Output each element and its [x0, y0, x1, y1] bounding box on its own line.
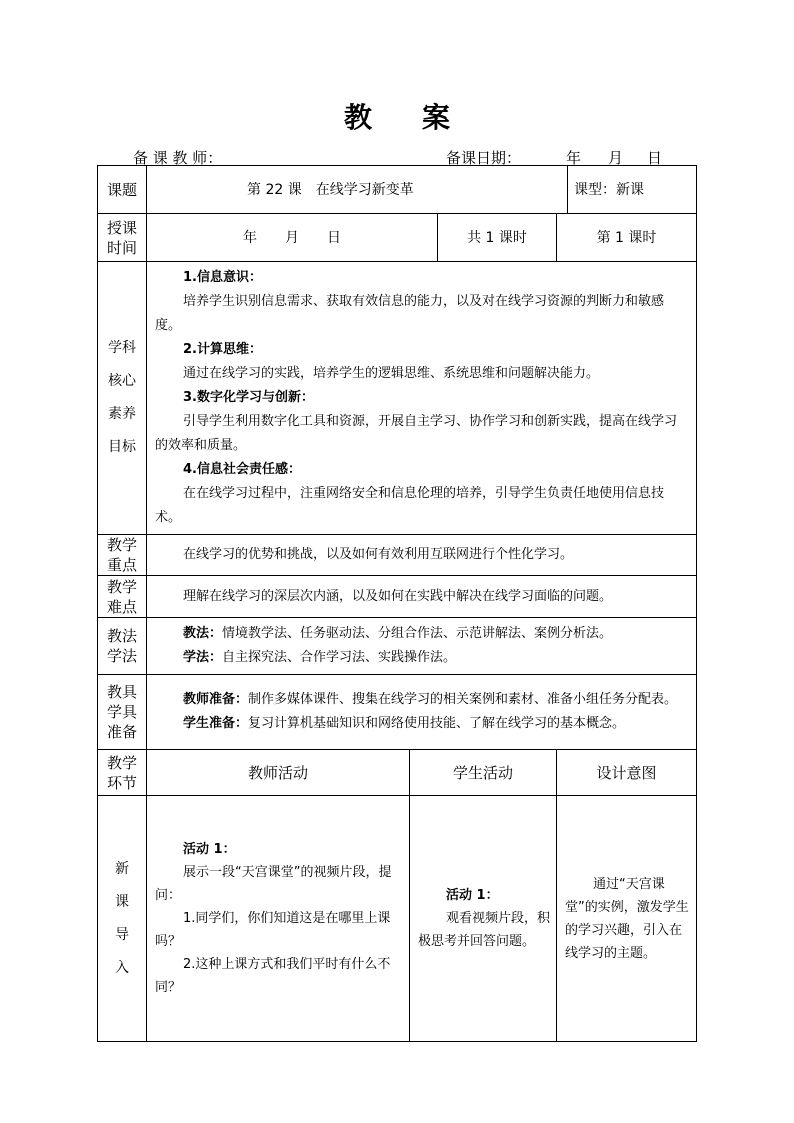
goal-3-text: 引导学生利用数字化工具和资源，开展自主学习、协作学习和创新实践，提高在线学习的效率和质量。 [155, 414, 678, 453]
lesson-plan-table [97, 165, 697, 1042]
teach-method-heading: 教法： [183, 626, 223, 641]
lesson-type: 课型：新课 [568, 166, 697, 214]
prep-row [98, 675, 697, 750]
goals-content [147, 262, 697, 535]
goals-row [98, 262, 697, 535]
intro-student-activity [410, 796, 557, 1042]
time-total: 共 1 课时 [438, 214, 557, 262]
intro-label: 新课导入 [98, 796, 147, 1042]
student-activity-header: 学生活动 [410, 750, 557, 796]
intro-teacher-line-2: 1.同学们，你们知道这是在哪里上课吗？ [155, 911, 391, 949]
date-month: 月 [608, 149, 624, 167]
intro-student-text: 观看视频片段，积极思考并回答问题。 [418, 911, 551, 949]
title-char-2: 案 [422, 101, 451, 134]
goal-1-text: 培养学生识别信息需求、获取有效信息的能力，以及对在线学习资源的判断力和敏感度。 [155, 294, 665, 333]
prep-label: 教具学具准备 [98, 675, 147, 750]
section-label: 教学环节 [98, 750, 147, 796]
section-header-row [98, 750, 697, 796]
methods-content [147, 618, 697, 675]
student-prep-text: 复习计算机基础知识和网络使用技能、了解在线学习的基本概念。 [248, 716, 626, 731]
methods-row [98, 618, 697, 675]
goal-1-heading: 1.信息意识： [183, 270, 262, 285]
goal-2-heading: 2.计算思维： [183, 342, 262, 357]
learn-method-text: 自主探究法、合作学习法、实践操作法。 [222, 650, 457, 665]
title-char-1: 教 [343, 101, 372, 134]
teach-method-text: 情境教学法、任务驱动法、分组合作法、示范讲解法、案例分析法。 [222, 626, 613, 641]
prep-content [147, 675, 697, 750]
topic-row [98, 166, 697, 214]
student-prep-heading: 学生准备： [183, 716, 249, 731]
goal-3-heading: 3.数字化学习与创新： [183, 390, 314, 405]
goal-4-heading: 4.信息社会责任感： [183, 462, 301, 477]
time-date: 年 月 日 [147, 214, 438, 262]
methods-label: 教法学法 [98, 618, 147, 675]
goal-2-text: 通过在线学习的实践，培养学生的逻辑思维、系统思维和问题解决能力。 [183, 366, 600, 381]
key-points-row [98, 535, 697, 576]
key-points-text: 在线学习的优势和挑战，以及如何有效利用互联网进行个性化学习。 [147, 535, 697, 576]
intro-teacher-heading: 活动 1： [183, 842, 236, 857]
intro-teacher-line-1: 展示一段“天宫课堂”的视频片段，提问： [155, 865, 392, 903]
topic-value: 第 22 课 在线学习新变革 [147, 166, 568, 214]
goal-4-text: 在在线学习过程中，注重网络安全和信息伦理的培养，引导学生负责任地使用信息技术。 [155, 486, 665, 525]
learn-method-heading: 学法： [183, 650, 223, 665]
teacher-prep-heading: 教师准备： [183, 692, 249, 707]
topic-label: 课题 [98, 166, 147, 214]
time-nth: 第 1 课时 [557, 214, 697, 262]
difficulties-text: 理解在线学习的深层次内涵，以及如何在实践中解决在线学习面临的问题。 [147, 576, 697, 618]
intro-design-text: 通过“天宫课堂”的实例，激发学生的学习兴趣，引入在线学习的主题。 [565, 876, 689, 961]
key-points-label: 教学重点 [98, 535, 147, 576]
design-intent-header: 设计意图 [557, 750, 697, 796]
document-title [0, 96, 794, 136]
intro-teacher-activity [147, 796, 410, 1042]
difficulties-label: 教学难点 [98, 576, 147, 618]
teacher-prep-text: 制作多媒体课件、搜集在线学习的相关案例和素材、准备小组任务分配表。 [248, 692, 678, 707]
difficulties-row [98, 576, 697, 618]
teacher-activity-header: 教师活动 [147, 750, 410, 796]
date-label: 备课日期： [446, 149, 522, 167]
date-day: 日 [647, 149, 663, 167]
date-year: 年 [566, 149, 582, 167]
intro-row [98, 796, 697, 1042]
intro-student-heading: 活动 1： [446, 888, 499, 903]
time-label: 授课时间 [98, 214, 147, 262]
intro-teacher-line-3: 2.这种上课方式和我们平时有什么不同？ [155, 957, 391, 995]
teacher-label: 备 课 教 师： [133, 149, 223, 167]
time-row [98, 214, 697, 262]
goals-label: 学科核心素养目标 [98, 262, 147, 535]
intro-design-intent [557, 796, 697, 1042]
